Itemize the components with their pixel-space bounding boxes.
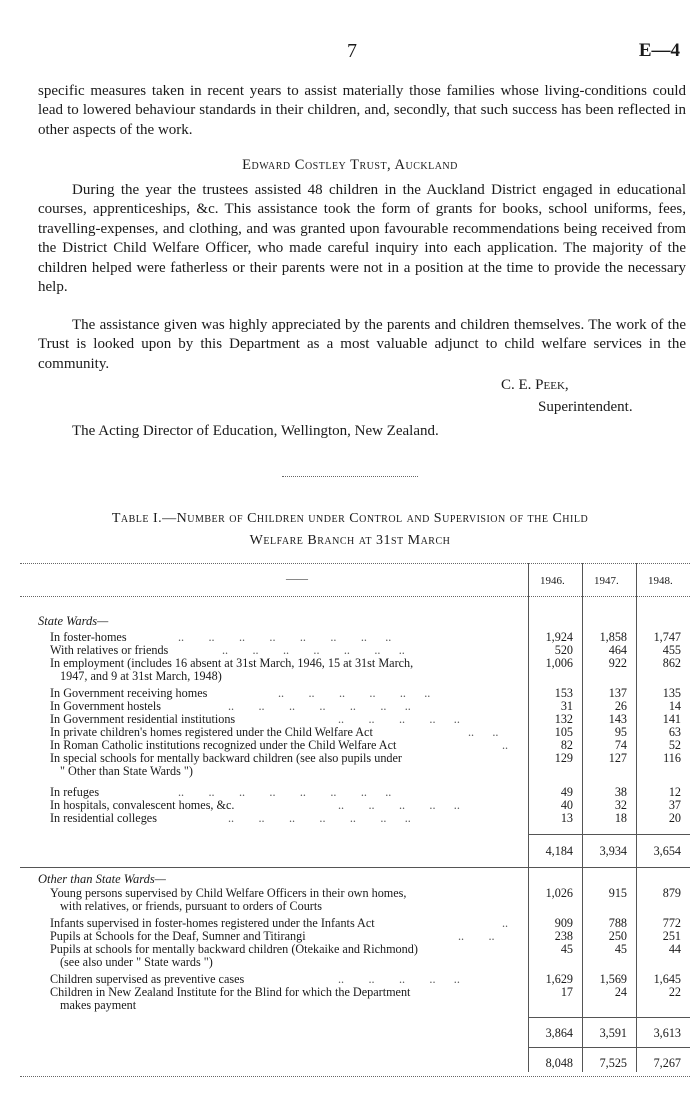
grand-total-row: 8,048 7,525 7,267 (545, 1056, 681, 1070)
table-row: In Government hostels .. .. .. .. .. .. .. 31 26 14 (50, 699, 681, 713)
table-row-continuation: 1947, and 9 at 31st March, 1948) (60, 669, 222, 683)
total-rule (528, 1047, 690, 1048)
stub-header: —— (286, 573, 308, 585)
table-top-rule (20, 563, 690, 564)
table-row: With relatives or friends .. .. .. .. .. .. .. 520 464 455 (50, 643, 681, 657)
table-row: In special schools for mentally backward children (see also pupils under 129 127 116 (50, 751, 681, 765)
table-row: In private children's homes registered under the Child Welfare Act .. .. 105 95 63 (50, 725, 681, 739)
table-row: Pupils at schools for mentally backward children (Otekaike and Richmond) 45 45 44 (50, 942, 681, 956)
table-row: Young persons supervised by Child Welfare Officers in their own homes, 1,026 915 879 (50, 886, 681, 900)
trust-paragraph: During the year the trustees assisted 48 children in the Auckland District engaged in educational courses, apprenticeships, &c. This assistance took the form of grants for books, school uniforms, fees, travelling-expenses, and clothing, and was granted upon favourable recommendations being received from the District Child Welfare Officer, who made careful inquiry into each application. The majority of the children helped were fatherless or their parents were not in a position at the time to provide the necessary help. (38, 182, 686, 296)
table-row: Infants supervised in foster-homes registered under the Infants Act .. 909 788 772 (50, 916, 681, 930)
table-row: Children in New Zealand Institute for the Blind for which the Department 17 24 22 (50, 985, 681, 999)
table-row-continuation: " Other than State Wards ") (60, 764, 193, 778)
subtotal-rule (20, 867, 690, 868)
table-row: In Government receiving homes .. .. .. .. .. .. 153 137 135 (50, 686, 681, 700)
other-wards-total-row: 3,864 3,591 3,613 (545, 1026, 681, 1040)
table-row: In Roman Catholic institutions recognized under the Child Welfare Act .. 82 74 52 (50, 738, 681, 752)
signature-name: C. E. Peek, (501, 377, 569, 393)
state-wards-heading: State Wards— (38, 614, 109, 628)
table-row: In residential colleges .. .. .. .. .. .. .. 13 18 20 (50, 811, 681, 825)
table-row: In employment (includes 16 absent at 31st March, 1946, 15 at 31st March, 1,006 922 862 (50, 656, 681, 670)
section-heading: Edward Costley Trust, Auckland (242, 157, 458, 173)
intro-paragraph: specific measures taken in recent years to assist materially those families whose living-conditions could lead to lowered behaviour standards in their children, and, secondly, that such success has been reflected in other aspects of the work. (38, 83, 686, 138)
table-row-continuation: makes payment (60, 998, 137, 1012)
header-rule (20, 596, 690, 597)
table-row-continuation: (see also under " State wards ") (60, 955, 213, 969)
table-row: Children supervised as preventive cases .. .. .. .. .. 1,629 1,569 1,645 (50, 972, 681, 986)
subtotal-rule (528, 1017, 690, 1018)
table-row-continuation: with relatives, or friends, pursuant to orders of Courts (60, 899, 322, 913)
table-title-line-1: Table I.—Number of Children under Control and Supervision of the Child (111, 511, 589, 526)
year-header-1948: 1948. (648, 575, 673, 587)
subtotal-rule (528, 834, 690, 835)
addressee: The Acting Director of Education, Wellington, New Zealand. (72, 423, 439, 439)
year-header-1946: 1946. (540, 575, 565, 587)
year-header-1947: 1947. (594, 575, 619, 587)
signature-title: Superintendent. (538, 399, 633, 415)
other-wards-heading: Other than State Wards— (38, 872, 166, 886)
separator-rule (282, 476, 418, 477)
table-row: In Government residential institutions .. .. .. .. .. 132 143 141 (50, 712, 681, 726)
table-bottom-rule (20, 1076, 690, 1077)
page-reference: E—4 (638, 40, 680, 61)
assistance-paragraph: The assistance given was highly appreciated by the parents and children themselves. The work of the Trust is looked upon by this Department as a most valuable adjunct to child welfare services in the community. (38, 317, 686, 372)
table-row: In foster-homes .. .. .. .. .. .. .. .. 1,924 1,858 1,747 (50, 630, 681, 644)
table-row: In refuges .. .. .. .. .. .. .. .. 49 38 12 (50, 785, 681, 799)
table-title-line-2: Welfare Branch at 31st March (249, 533, 451, 548)
table-row: Pupils at Schools for the Deaf, Sumner and Titirangi .. .. 238 250 251 (50, 929, 681, 943)
table-row: In hospitals, convalescent homes, &c. .. .. .. .. .. 40 32 37 (50, 798, 681, 812)
page-number: 7 (347, 40, 357, 62)
state-wards-total-row: 4,184 3,934 3,654 (545, 844, 681, 858)
